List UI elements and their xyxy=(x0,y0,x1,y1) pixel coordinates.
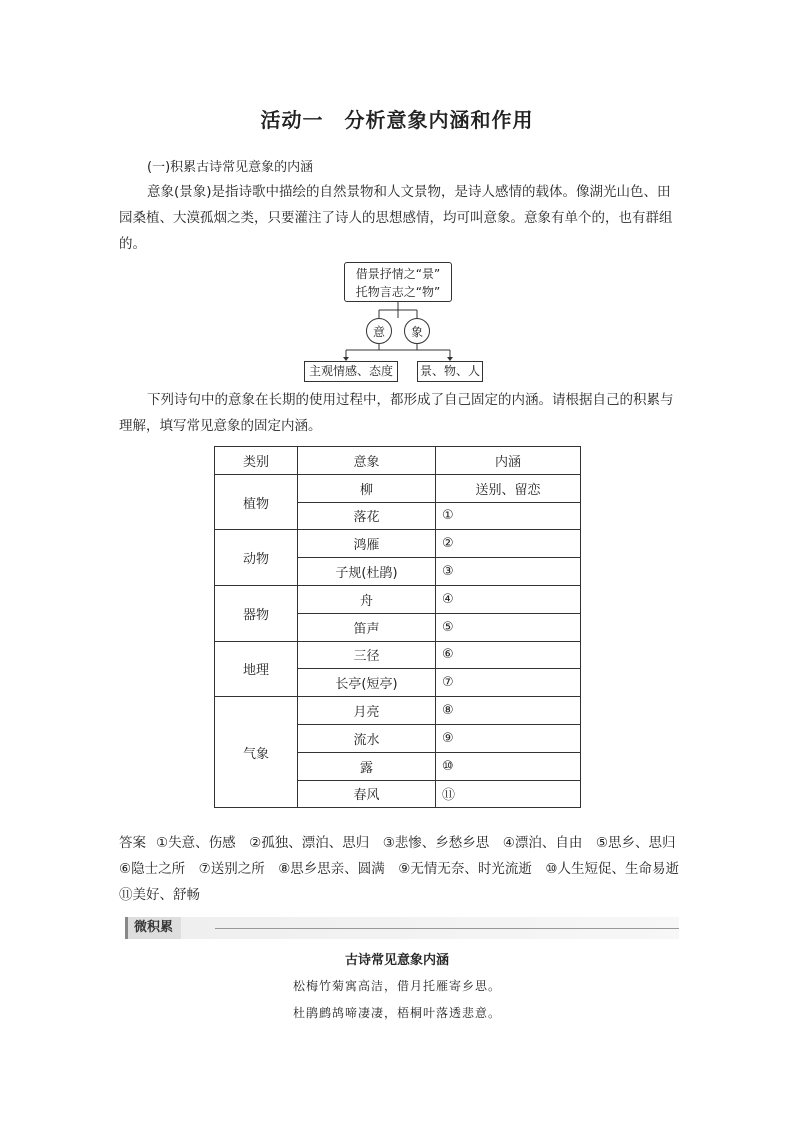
image-cell: 鸿雁 xyxy=(298,530,436,558)
poem-line-1: 松梅竹菊寓高洁，借月托雁寄乡思。 xyxy=(292,979,501,993)
section-tag: 微积累 xyxy=(125,917,181,939)
diagram-circle-yi: 意 xyxy=(366,318,392,344)
table-header-row xyxy=(215,447,581,475)
table-row xyxy=(215,697,581,725)
answer-text: ①失意、伤感 ②孤独、漂泊、思归 ③悲惨、乡愁乡思 ④漂泊、自由 ⑤思乡、思归 ⑥隐士之所 ⑦送别之所 ⑧思乡思亲、圆满 ⑨无情无奈、时光流逝 ⑩人生短促、生命易逝 ⑪美好、舒畅 xyxy=(119,835,693,903)
category-cell: 地理 xyxy=(215,641,298,697)
image-cell: 春风 xyxy=(298,780,436,808)
meaning-cell: ⑦ xyxy=(436,669,581,697)
intro-paragraph: 意象(景象)是指诗歌中描绘的自然景物和人文景物，是诗人感情的载体。像湖光山色、田园桑植、大漠孤烟之类，只要灌注了诗人的思想感情，均可叫意象。意象有单个的，也有群组的。 xyxy=(119,184,673,252)
diagram-top-box xyxy=(344,262,452,302)
category-cell: 器物 xyxy=(215,585,298,641)
meaning-cell: ⑤ xyxy=(436,613,581,641)
diagram-bottom-right-box: 景、物、人 xyxy=(417,361,483,382)
diagram-circle-xiang: 象 xyxy=(404,318,430,344)
image-cell: 柳 xyxy=(298,474,436,502)
table-row xyxy=(215,585,581,613)
header-meaning: 内涵 xyxy=(436,447,581,475)
meaning-cell: ⑪ xyxy=(436,780,581,808)
imagery-diagram xyxy=(300,262,500,384)
meaning-cell: 送别、留恋 xyxy=(436,474,581,502)
header-category: 类别 xyxy=(215,447,298,475)
meaning-cell: ① xyxy=(436,502,581,530)
category-cell: 动物 xyxy=(215,530,298,586)
image-cell: 流水 xyxy=(298,724,436,752)
section-subtitle: (一)积累古诗常见意象的内涵 xyxy=(147,160,314,175)
meaning-cell: ⑨ xyxy=(436,724,581,752)
instruction-paragraph: 下列诗句中的意象在长期的使用过程中，都形成了自己固定的内涵。请根据自己的积累与理解，填写常见意象的固定内涵。 xyxy=(119,392,674,434)
image-cell: 露 xyxy=(298,752,436,780)
image-cell: 长亭(短亭) xyxy=(298,669,436,697)
diagram-bottom-left-box: 主观情感、态度 xyxy=(304,361,398,382)
page-title: 活动一 分析意象内涵和作用 xyxy=(260,108,534,132)
image-cell: 三径 xyxy=(298,641,436,669)
meaning-cell: ② xyxy=(436,530,581,558)
image-cell: 月亮 xyxy=(298,697,436,725)
meaning-cell: ④ xyxy=(436,585,581,613)
image-cell: 子规(杜鹃) xyxy=(298,558,436,586)
meaning-cell: ⑥ xyxy=(436,641,581,669)
meaning-cell: ③ xyxy=(436,558,581,586)
meaning-cell: ⑧ xyxy=(436,697,581,725)
diagram-top-line2: 托物言志之“物” xyxy=(355,285,441,299)
category-cell: 气象 xyxy=(215,697,298,808)
section-bar xyxy=(125,917,679,939)
table-row xyxy=(215,530,581,558)
diagram-top-line1: 借景抒情之“景” xyxy=(355,267,441,281)
table-row xyxy=(215,474,581,502)
poem-line-2: 杜鹃鹧鸪啼凄凄，梧桐叶落透悲意。 xyxy=(292,1006,501,1020)
image-cell: 笛声 xyxy=(298,613,436,641)
table-row xyxy=(215,641,581,669)
collection-title: 古诗常见意象内涵 xyxy=(344,953,449,968)
image-cell: 舟 xyxy=(298,585,436,613)
section-divider xyxy=(215,928,679,929)
image-cell: 落花 xyxy=(298,502,436,530)
answer-label: 答案 xyxy=(119,835,146,851)
header-image: 意象 xyxy=(298,447,436,475)
imagery-table xyxy=(214,446,581,808)
answer-block xyxy=(119,830,693,908)
category-cell: 植物 xyxy=(215,474,298,530)
meaning-cell: ⑩ xyxy=(436,752,581,780)
